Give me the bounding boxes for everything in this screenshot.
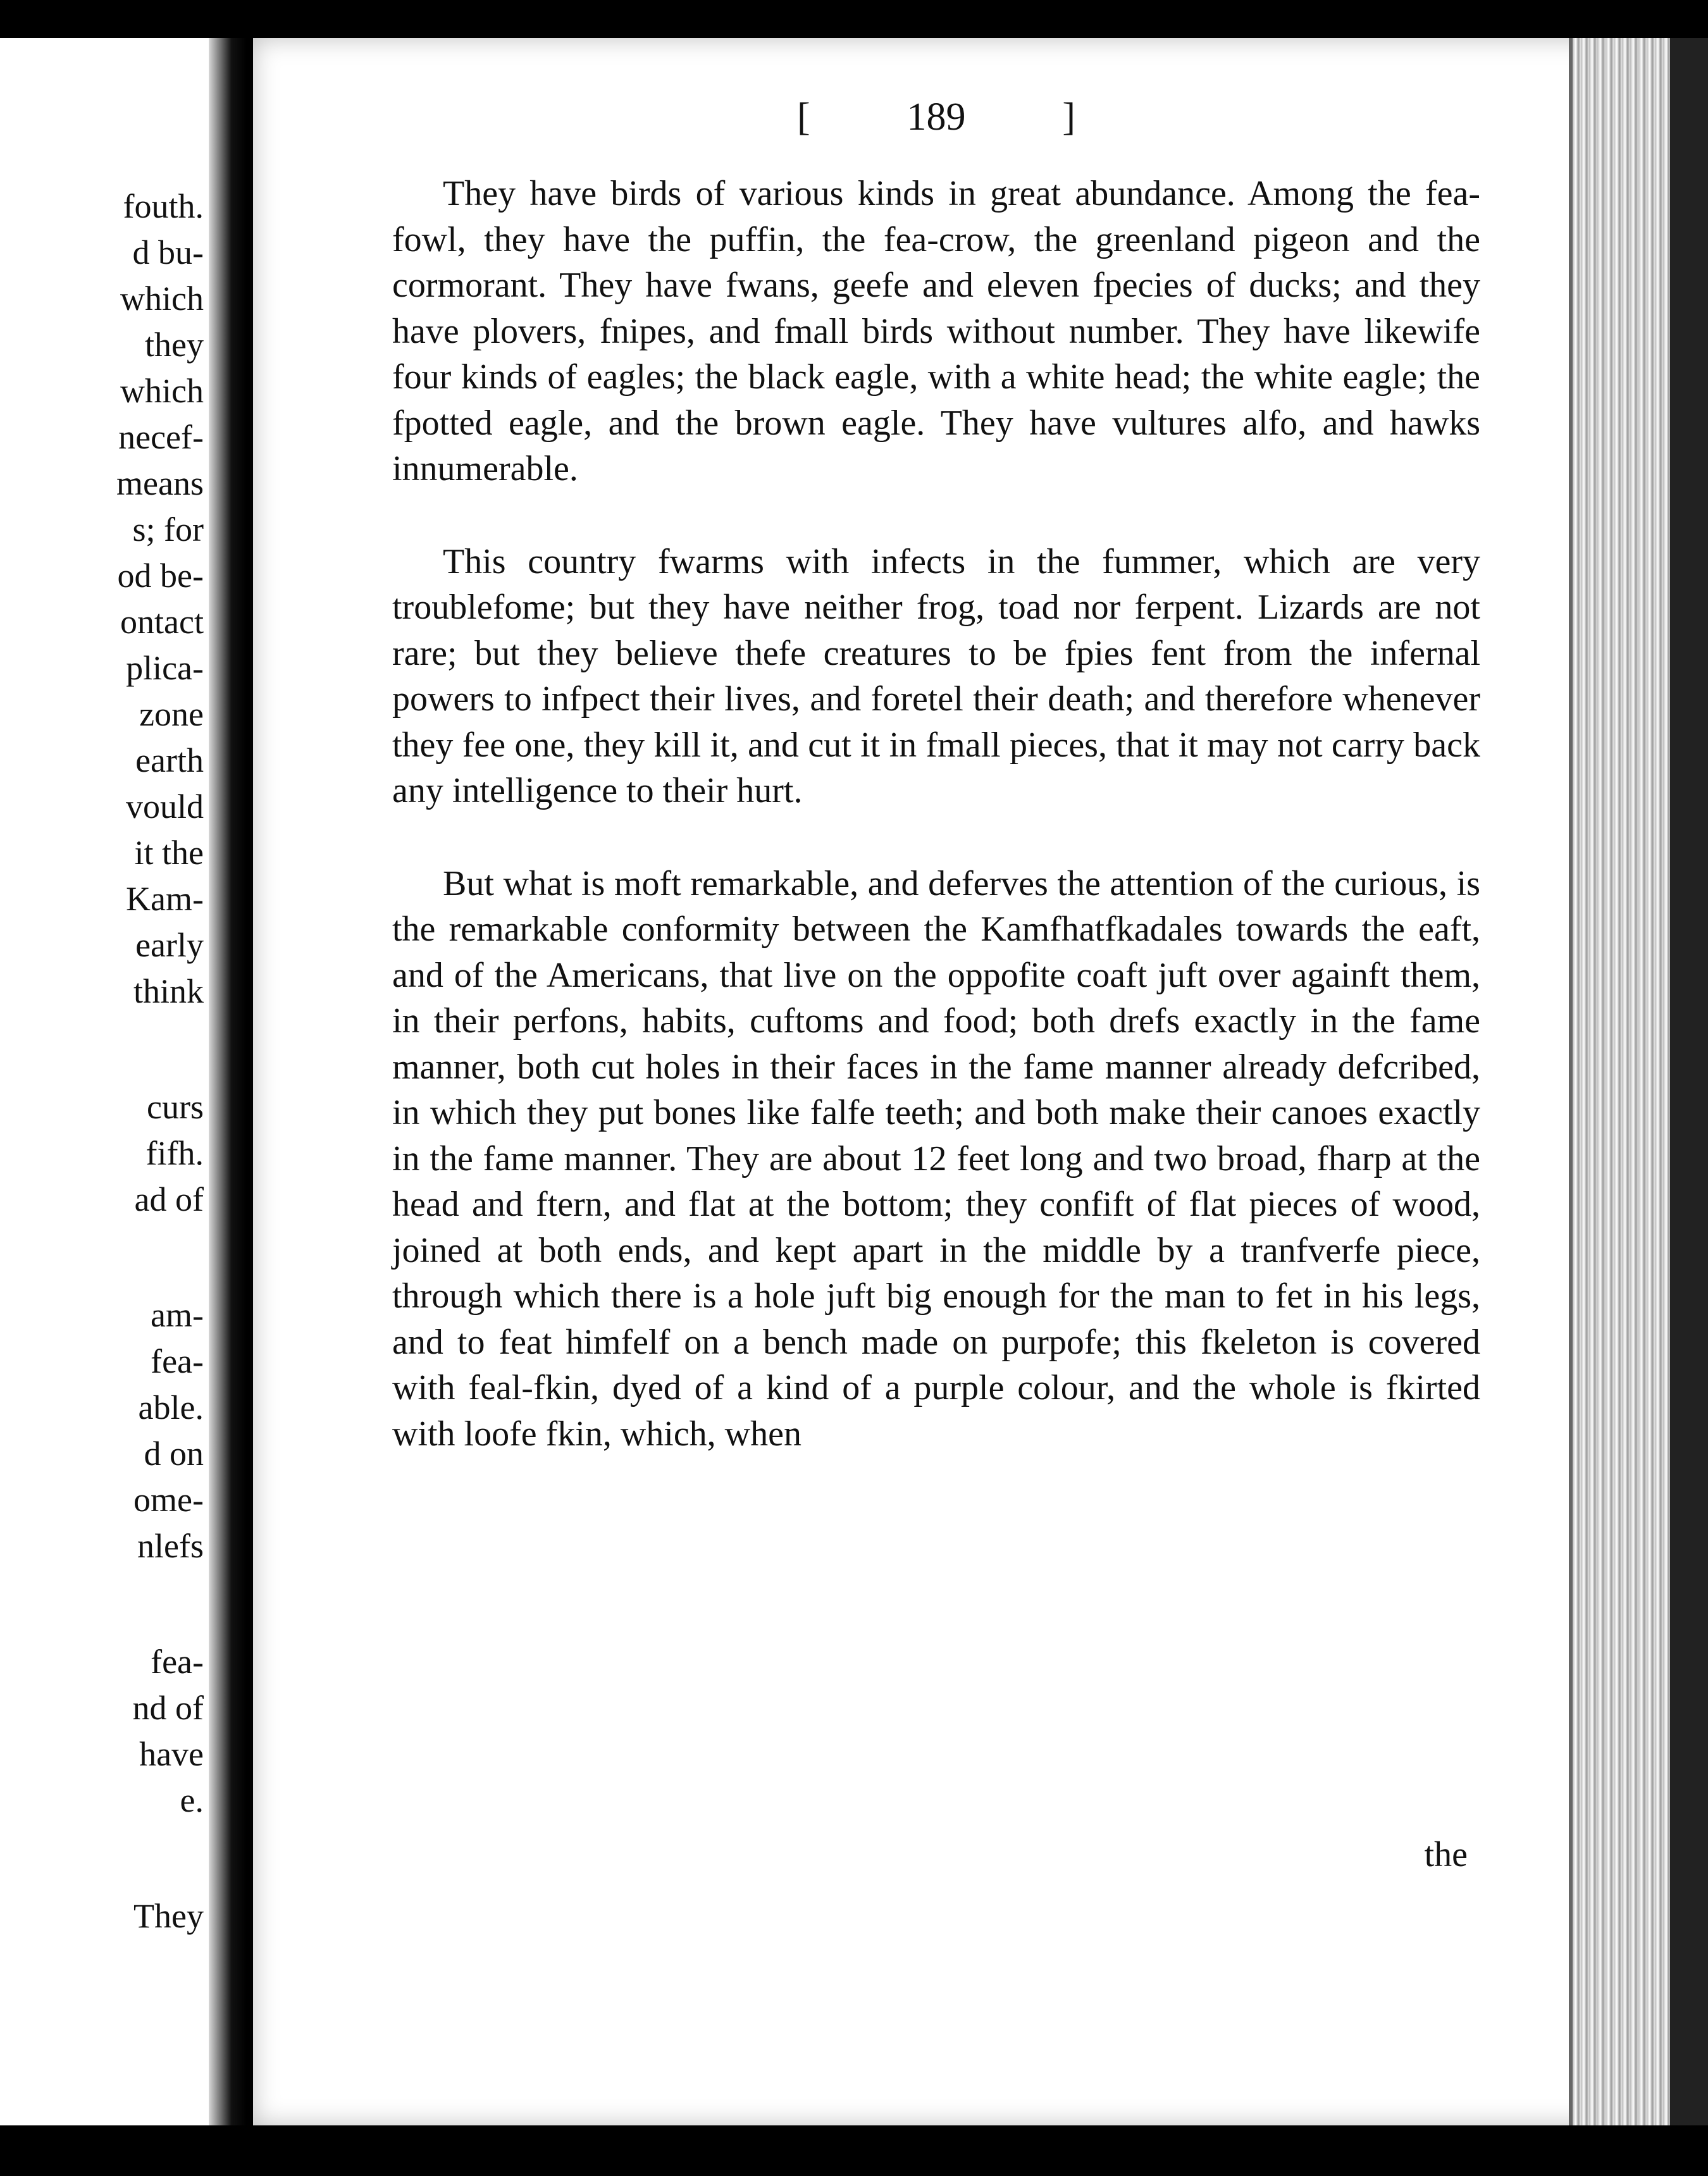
left-page-line: fea- (151, 1643, 204, 1681)
left-page-line: nlefs (137, 1527, 204, 1565)
left-page-line: s; for (132, 510, 204, 548)
left-page-line: able. (138, 1388, 204, 1426)
paragraph-insects: This country fwarms with infects in the fummer, which are very troublefome; but they have neither frog, toad nor ferpent. Lizards are not rare; but they believe thefe creatures to be fpies fent from the infernal powers to infpect their lives, and foretel their death; and therefore whenever they fee one, they kill it, and cut it in fmall pieces, that it may not carry back any intelligence to their hurt. (392, 541, 1480, 810)
left-page-line: have (139, 1735, 204, 1773)
left-page-line: d on (144, 1435, 204, 1473)
left-page-line: zone (139, 695, 204, 733)
scan-border (1670, 38, 1708, 2125)
left-page-line: necef- (118, 418, 204, 456)
bracket-open: [ (797, 96, 810, 139)
paragraph-birds: They have birds of various kinds in great abundance. Among the fea-fowl, they have the puffin, the fea-crow, the greenland pigeon and the cormorant. They have fwans, geefe and eleven fpecies of ducks; and they have plovers, fnipes, and fmall birds without number. They have likewife four kinds of eagles; the black eagle, with a white head; the white eagle; the fpotted eagle, and the brown eagle. They have vultures alfo, and hawks innumerable. (392, 174, 1480, 488)
catchword: the (1424, 1835, 1468, 1874)
book-gutter (209, 38, 247, 2125)
left-page-line: think (133, 972, 204, 1010)
left-page-line: am- (151, 1296, 204, 1334)
left-page-line: it the (134, 834, 204, 872)
running-head (797, 95, 1075, 140)
left-page-line: od be- (117, 557, 204, 595)
page-number: 189 (907, 96, 966, 139)
left-page-line: curs (147, 1088, 204, 1126)
left-page-line (116, 1824, 204, 1893)
left-page-line: Kam- (126, 880, 204, 918)
left-page-line: which (120, 280, 204, 318)
left-page-line: earth (135, 741, 204, 779)
left-page-line-endings (116, 183, 204, 1939)
left-page-line: They (133, 1897, 204, 1935)
left-page-line (116, 1569, 204, 1639)
left-page-line: d bu- (132, 233, 204, 271)
left-page-line: they (145, 326, 204, 364)
left-page-line: ad of (134, 1180, 204, 1218)
page-body (392, 171, 1480, 1504)
left-page-line: ontact (120, 603, 204, 641)
left-page-line: which (120, 372, 204, 410)
left-page-line (116, 1223, 204, 1292)
left-page-line: e. (180, 1781, 204, 1819)
left-page-line: vould (125, 788, 204, 825)
left-page-line: early (135, 926, 204, 964)
left-page-line: fea- (151, 1342, 204, 1380)
left-page-line: fouth. (123, 187, 204, 225)
paragraph-conformity: But what is moft remarkable, and deferves the attention of the curious, is the remarkable conformity between the Kamfhatfkadales towards the eaft, and of the Americans, that live on the oppofite coaft juft over againft them, in their perfons, habits, cuftoms and food; both drefs exactly in the fame manner, both cut holes in their faces in the fame manner already defcribed, in which they put bones like falfe teeth; and both make their canoes exactly in the fame manner. They are about 12 feet long and two broad, fharp at the head and ftern, and flat at the bottom; they confift of flat pieces of wood, joined at both ends, and kept apart in the middle by a tranfverfe piece, through which there is a hole juft big enough for the man to fet in his legs, and to feat himfelf on a bench made on purpofe; this fkeleton is covered with feal-fkin, dyed of a kind of a purple colour, and the whole is fkirted with loofe fkin, which, when (392, 863, 1480, 1454)
left-page (0, 38, 209, 2125)
bracket-close: ] (1062, 96, 1075, 139)
left-page-line: plica- (126, 649, 204, 687)
left-page-line: means (116, 464, 204, 502)
left-page-line (116, 1015, 204, 1084)
left-page-line: fifh. (145, 1134, 204, 1172)
left-page-line: nd of (132, 1689, 204, 1727)
left-page-line: ome- (133, 1481, 204, 1519)
